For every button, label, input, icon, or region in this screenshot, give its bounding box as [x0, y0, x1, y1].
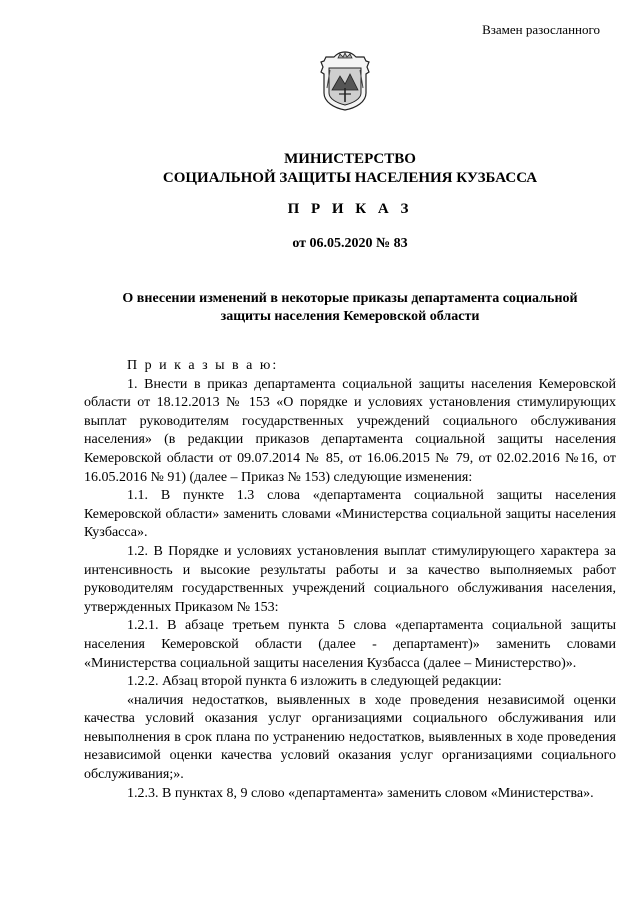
order-title: П Р И К А З — [287, 201, 413, 217]
subject-line-1: О внесении изменений в некоторые приказы департамента социальной — [122, 291, 578, 306]
paragraph-1-2: 1.2. В Порядке и условиях установления выплат стимулирующего характера за интенсивность и высокие результаты работы и за качество выполняемых работ руководителям государственных учреждений социального обслуживания населения, утвержденных Приказом № 153: — [84, 543, 616, 615]
order-preamble: П р и к а з ы в а ю: — [127, 358, 279, 373]
ministry-title — [40, 150, 640, 188]
paragraph-1: 1. Внести в приказ департамента социальной защиты населения Кемеровской области от 18.12.2013 № 153 «О порядке и условиях установления стимулирующих выплат руководителям государственных учреждений социального обслуживания населения» (в редакции приказов департамента социальной защиты населения Кемеровской области от 09.07.2014 № 85, от 16.06.2015 № 79, от 02.02.2016 №16, от 16.05.2016 № 91) (далее – Приказ № 153) следующие изменения: — [84, 376, 616, 485]
paragraph-1-1: 1.1. В пункте 1.3 слова «департамента социальной защиты населения Кемеровской области» заменить словами «Министерства социальной защиты населения Кузбасса». — [84, 488, 616, 541]
paragraph-1-2-3: 1.2.3. В пунктах 8, 9 слово «департамента» заменить словом «Министерства». — [127, 785, 594, 801]
quoted-paragraph: «наличия недостатков, выявленных в ходе проведения независимой оценки качества условий оказания услуг организациями социального обслуживания или невыполнения в срок плана по устранению недостатков, выявленных в ходе проведения независимой оценки качества условий оказания услуг организациями социального обслуживания;». — [84, 692, 616, 783]
ministry-line-2: СОЦИАЛЬНОЙ ЗАЩИТЫ НАСЕЛЕНИЯ КУЗБАССА — [162, 170, 538, 186]
subject-line-2: защиты населения Кемеровской области — [220, 309, 480, 324]
order-body — [84, 357, 616, 803]
order-date: от 06.05.2020 № 83 — [292, 236, 408, 251]
paragraph-1-2-2: 1.2.2. Абзац второй пункта 6 изложить в следующей редакции: — [127, 674, 502, 690]
order-subject — [40, 290, 640, 326]
paragraph-1-2-1: 1.2.1. В абзаце третьем пункта 5 слова «департамента социальной защиты населения Кемеровской области (далее - департамент)» заменить словами «Министерства социальной защиты населения Кузбасса (далее – Министерство)». — [84, 618, 616, 671]
ministry-line-1: МИНИСТЕРСТВО — [284, 151, 416, 167]
replacement-note: Взамен разосланного — [482, 22, 600, 37]
coat-of-arms-icon — [318, 48, 372, 112]
